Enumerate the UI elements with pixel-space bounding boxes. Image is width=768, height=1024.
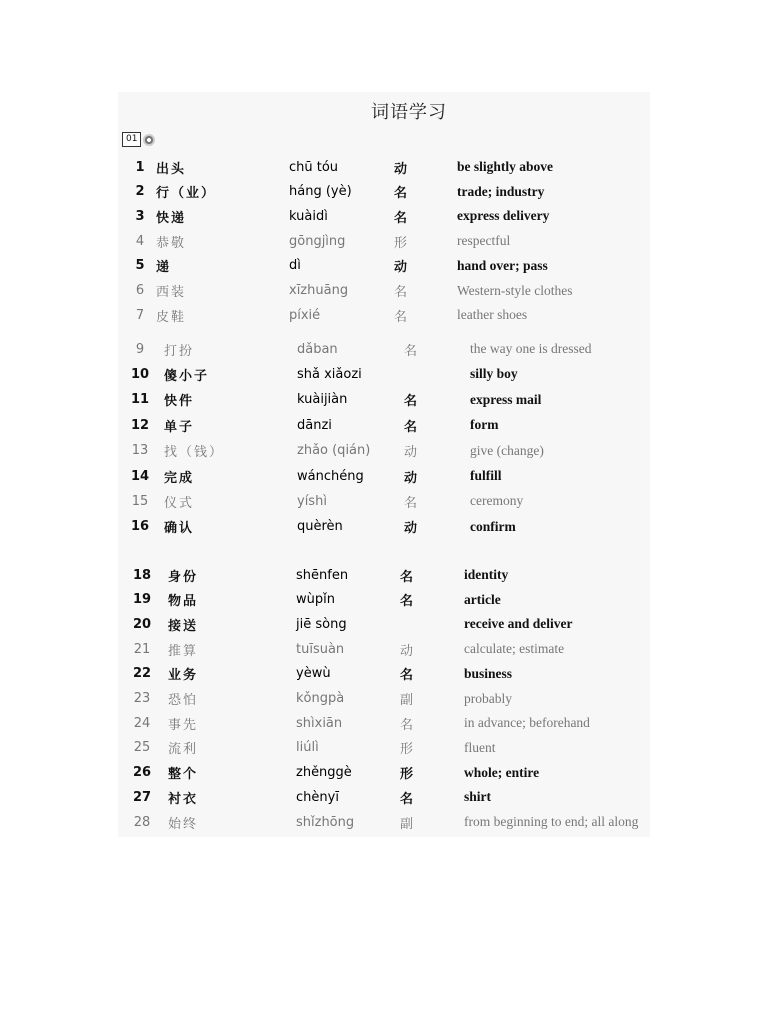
vocab-part-of-speech: 名 [400, 717, 414, 733]
vocab-hanzi: 事先 [168, 717, 199, 733]
vocab-english: express mail [470, 391, 542, 407]
vocab-english: confirm [470, 518, 516, 534]
vocab-hanzi: 确认 [164, 521, 195, 537]
vocab-pinyin: kǒngpà [296, 691, 345, 706]
vocab-english: article [464, 591, 501, 607]
vocab-part-of-speech: 形 [394, 235, 408, 251]
vocab-part-of-speech: 名 [400, 594, 414, 610]
vocab-english: whole; entire [464, 764, 540, 780]
vocab-pinyin: dì [289, 258, 301, 274]
cd-icon [143, 134, 155, 146]
vocab-english: from beginning to end; all along [464, 814, 639, 829]
vocab-english: silly boy [470, 366, 518, 382]
vocab-part-of-speech: 名 [400, 791, 414, 807]
vocab-hanzi: 业务 [168, 668, 199, 684]
vocab-number: 5 [135, 258, 145, 274]
vocab-number: 1 [135, 159, 145, 175]
vocab-pinyin: yèwù [296, 666, 331, 682]
vocab-part-of-speech: 名 [400, 668, 414, 684]
vocab-hanzi: 快件 [164, 394, 195, 410]
vocab-pinyin: zhǎo (qián) [297, 443, 371, 459]
vocab-part-of-speech: 名 [404, 343, 418, 359]
vocab-part-of-speech: 名 [404, 495, 418, 511]
vocab-hanzi: 行（业） [156, 186, 217, 202]
vocab-english: fulfill [470, 468, 502, 483]
page-title: 词语学习 [371, 102, 447, 123]
vocab-part-of-speech: 动 [394, 161, 408, 177]
vocab-pinyin: chū tóu [289, 159, 339, 175]
vocab-number: 27 [132, 789, 152, 805]
vocab-hanzi: 找（钱） [164, 445, 225, 461]
vocab-hanzi: 物品 [168, 594, 199, 610]
vocab-pinyin: píxié [289, 307, 321, 323]
vocab-english: leather shoes [457, 307, 528, 323]
vocab-english: respectful [457, 233, 511, 249]
vocab-number: 20 [132, 616, 152, 632]
vocab-english: probably [464, 690, 512, 706]
vocab-part-of-speech: 名 [394, 285, 408, 300]
vocab-number: 2 [135, 184, 145, 200]
vocab-number: 19 [132, 592, 152, 608]
vocab-pinyin: tuīsuàn [296, 641, 345, 657]
vocab-number: 12 [130, 417, 150, 433]
vocab-pinyin: shǎ xiǎozi [297, 366, 362, 382]
vocab-hanzi: 打扮 [164, 343, 195, 359]
vocab-part-of-speech: 名 [404, 419, 418, 435]
vocab-pinyin: kuàidì [289, 208, 328, 224]
vocab-pinyin: shǐzhōng [296, 814, 355, 830]
vocab-part-of-speech: 动 [404, 445, 418, 461]
audio-track-badge [122, 132, 155, 147]
vocab-part-of-speech: 名 [394, 210, 408, 226]
vocab-hanzi: 流利 [168, 742, 199, 758]
vocab-pinyin: quèrèn [297, 519, 343, 535]
vocab-english: be slightly above [457, 159, 554, 174]
vocab-hanzi: 快递 [156, 210, 187, 226]
vocab-pinyin: xīzhuāng [289, 283, 349, 298]
vocab-hanzi: 西装 [156, 285, 187, 300]
vocab-hanzi: 皮鞋 [156, 309, 187, 325]
vocab-hanzi: 恭敬 [156, 235, 187, 251]
vocab-pinyin: shēnfen [296, 567, 349, 583]
vocab-part-of-speech: 动 [404, 521, 418, 537]
track-number: 01 [122, 132, 141, 147]
vocab-hanzi: 单子 [164, 419, 195, 435]
vocab-part-of-speech: 动 [404, 470, 418, 486]
vocab-part-of-speech: 动 [394, 260, 408, 276]
vocab-number: 14 [130, 468, 150, 484]
vocab-number: 10 [130, 366, 150, 382]
vocab-hanzi: 接送 [168, 618, 199, 634]
vocab-english: give (change) [470, 442, 544, 458]
vocab-number: 9 [135, 341, 145, 357]
vocab-pinyin: liúlì [296, 740, 319, 756]
vocab-pinyin: háng (yè) [289, 184, 352, 200]
vocab-english: Western-style clothes [457, 282, 573, 298]
vocab-pinyin: kuàijiàn [297, 392, 348, 408]
vocab-number: 21 [133, 641, 151, 657]
vocab-number: 26 [132, 765, 152, 781]
vocab-english: shirt [464, 789, 491, 805]
vocab-number: 22 [132, 666, 152, 682]
vocab-pinyin: shìxiān [296, 715, 343, 731]
vocab-english: identity [464, 567, 509, 582]
vocab-hanzi: 始终 [168, 816, 199, 832]
vocab-number: 15 [131, 493, 149, 509]
vocab-part-of-speech: 名 [394, 309, 408, 325]
vocab-number: 23 [133, 691, 151, 706]
vocab-pinyin: wùpǐn [296, 592, 335, 608]
vocab-english: trade; industry [457, 183, 545, 199]
vocab-english: express delivery [457, 208, 550, 224]
vocab-english: the way one is dressed [470, 341, 592, 356]
vocab-english: business [464, 665, 513, 681]
vocab-part-of-speech: 名 [404, 394, 418, 410]
vocab-number: 11 [130, 392, 150, 408]
vocab-number: 7 [135, 307, 145, 323]
vocab-hanzi: 身份 [168, 569, 199, 585]
vocab-english: receive and deliver [464, 616, 573, 632]
vocab-english: hand over; pass [457, 257, 548, 273]
vocab-pinyin: jiē sòng [296, 616, 347, 632]
vocab-hanzi: 仪式 [164, 495, 195, 511]
vocab-english: fluent [464, 739, 496, 755]
vocab-pinyin: wánchéng [297, 468, 364, 484]
vocab-hanzi: 傻小子 [164, 368, 210, 384]
vocab-english: ceremony [470, 493, 524, 509]
vocab-number: 3 [135, 208, 145, 224]
vocab-number: 6 [135, 283, 145, 298]
vocab-english: in advance; beforehand [464, 715, 590, 731]
vocab-number: 25 [133, 740, 151, 756]
vocab-hanzi: 出头 [156, 161, 187, 177]
vocab-part-of-speech: 形 [400, 742, 414, 758]
vocab-pinyin: yíshì [297, 493, 327, 509]
vocab-part-of-speech: 名 [400, 569, 414, 585]
vocab-hanzi: 整个 [168, 767, 199, 783]
vocab-part-of-speech: 副 [400, 816, 414, 832]
vocab-number: 13 [131, 443, 149, 459]
vocab-number: 28 [133, 814, 151, 830]
vocab-english: form [470, 417, 499, 433]
vocab-part-of-speech: 副 [400, 693, 414, 708]
vocab-pinyin: dānzi [297, 417, 332, 433]
vocab-part-of-speech: 形 [400, 767, 414, 783]
vocab-pinyin: zhěnggè [296, 765, 352, 781]
vocab-number: 4 [135, 233, 145, 249]
vocab-pinyin: gōngjìng [289, 233, 346, 249]
vocab-number: 16 [130, 519, 150, 535]
vocab-pinyin: dǎban [297, 341, 338, 357]
vocab-hanzi: 推算 [168, 643, 199, 659]
vocab-hanzi: 递 [156, 260, 172, 276]
vocab-part-of-speech: 动 [400, 643, 414, 659]
vocab-number: 24 [133, 715, 151, 731]
vocab-hanzi: 衬衣 [168, 791, 199, 807]
vocab-hanzi: 完成 [164, 470, 195, 486]
vocab-number: 18 [132, 567, 152, 583]
vocab-hanzi: 恐怕 [168, 693, 199, 708]
vocab-part-of-speech: 名 [394, 186, 408, 202]
vocab-pinyin: chènyī [296, 789, 339, 805]
vocab-english: calculate; estimate [464, 641, 565, 657]
